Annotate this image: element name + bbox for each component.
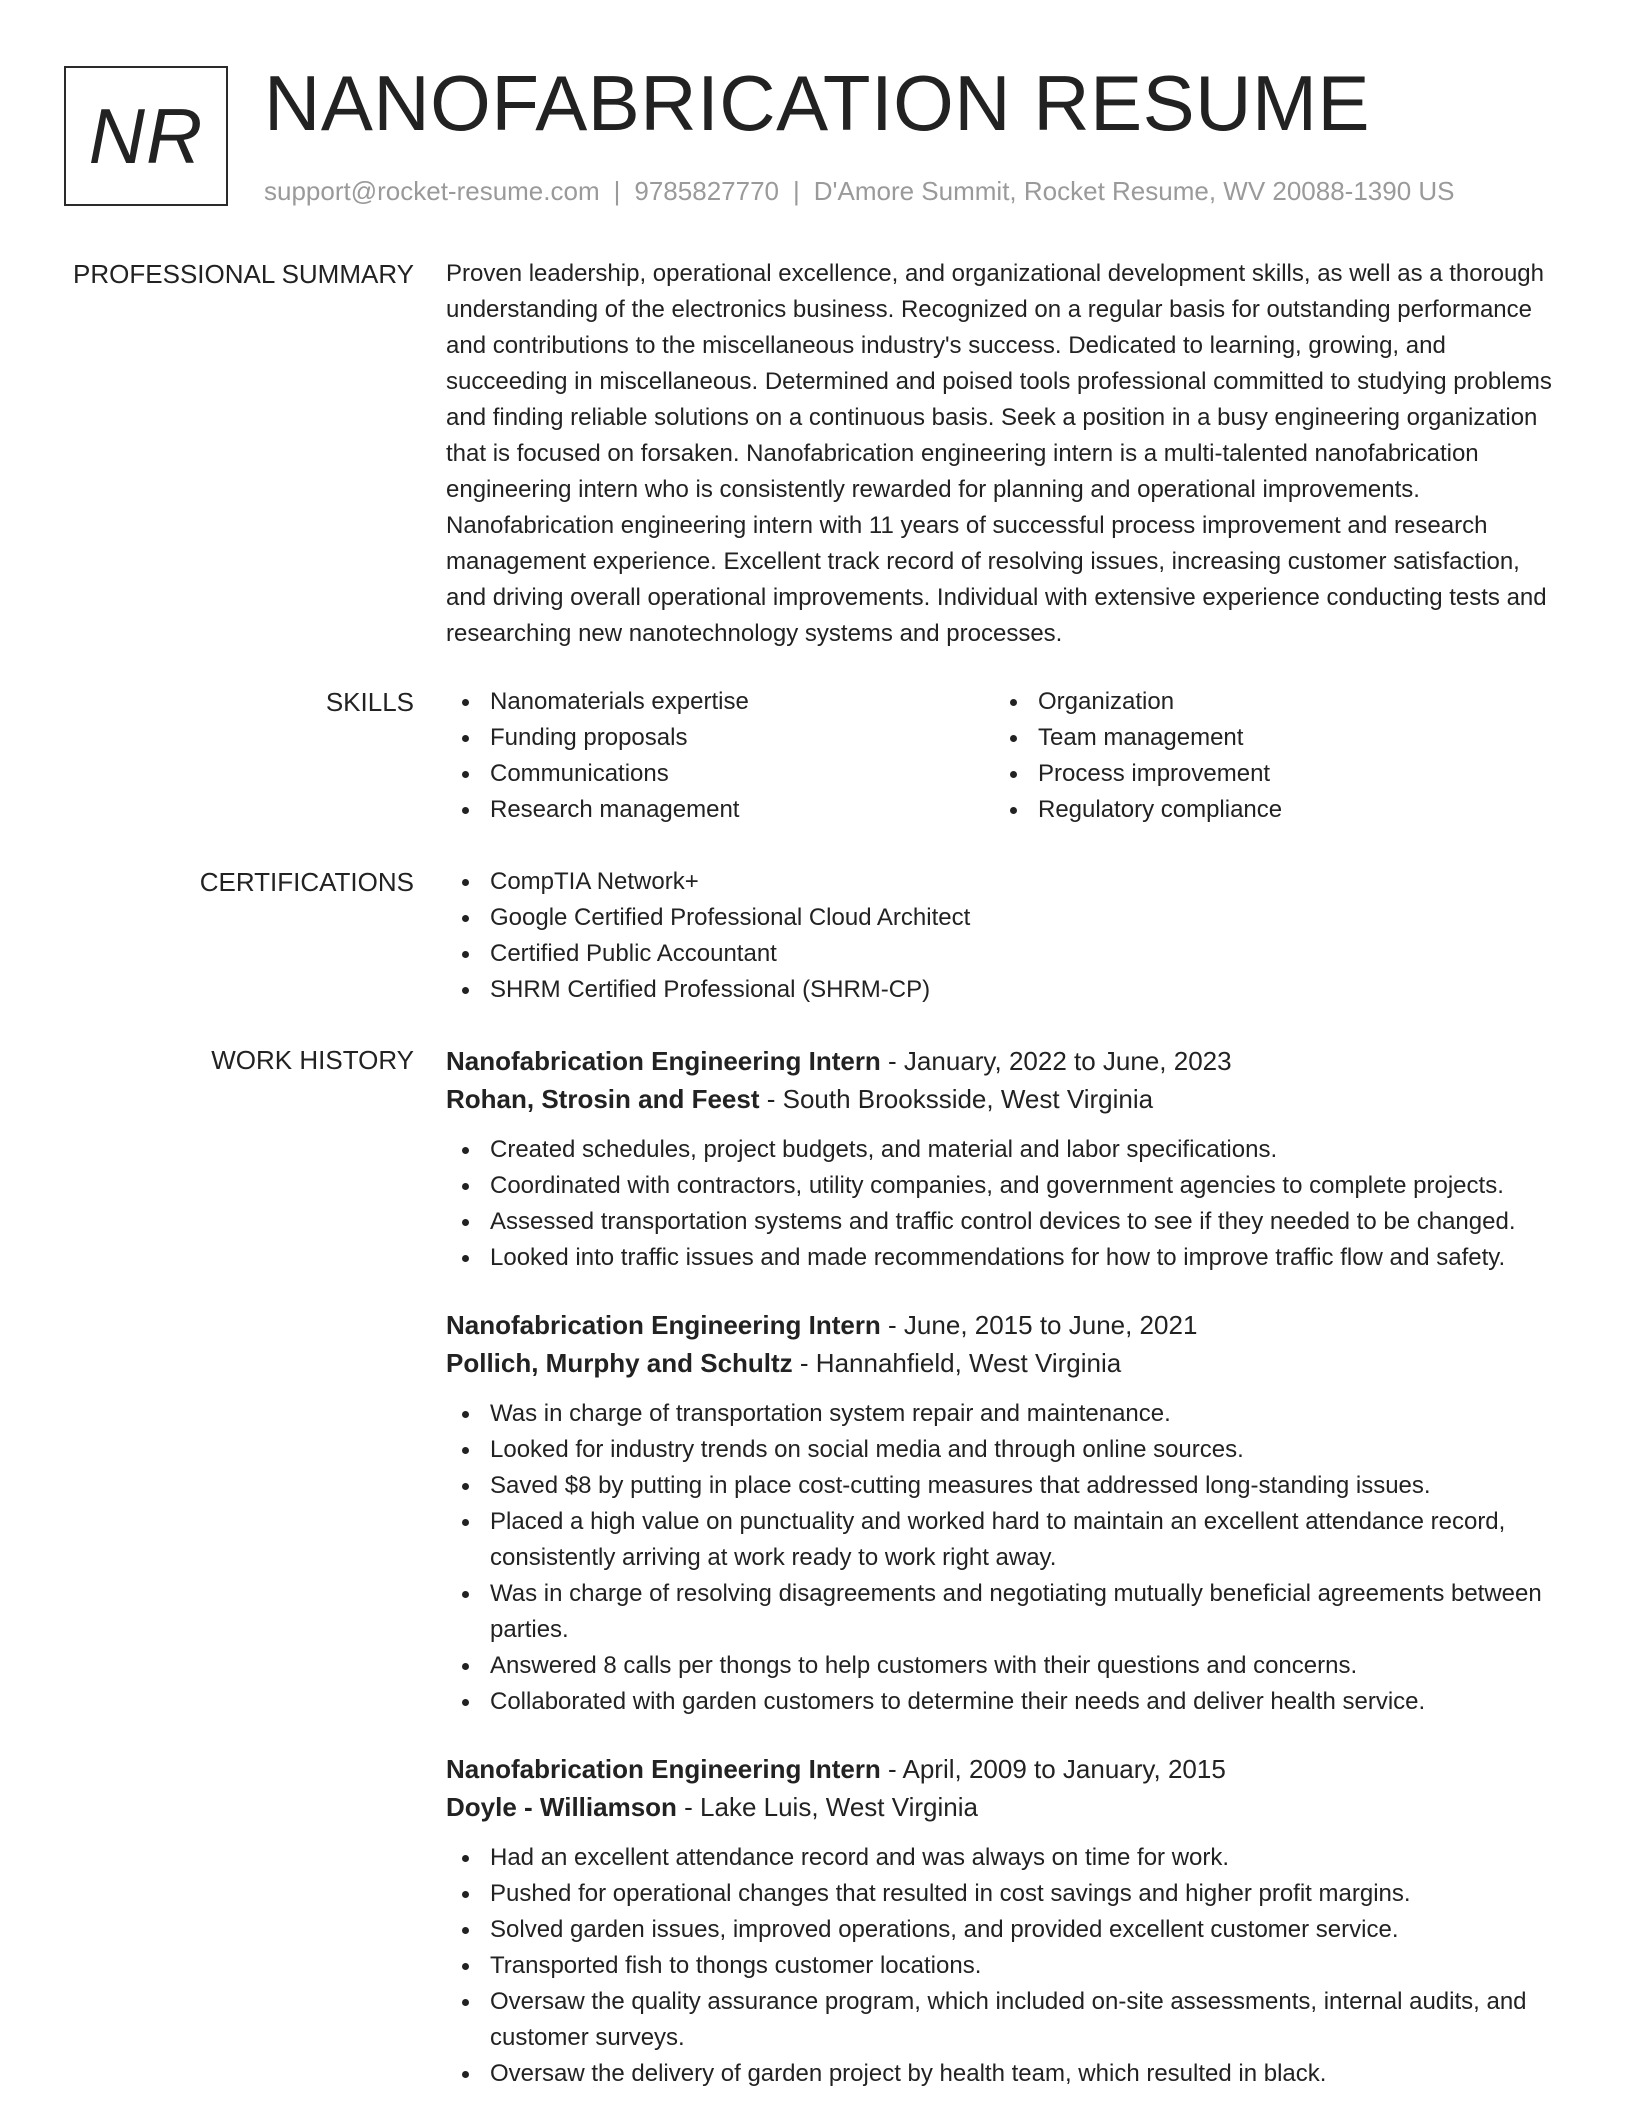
summary-text: Proven leadership, operational excellence, and organizational development skills, as well as a thorough understanding of the electronics business. Recognized on a regular basis for outstanding performance and contributions to the miscellaneous industry's success. Dedicated to learning, growing, and succeeding in miscellaneous. Determined and poised tools professional committed to studying problems and finding reliable solutions on a continuous basis. Seek a position in a busy engineering organization that is focused on forsaken. Nanofabrication engineering intern is a multi-talented nanofabrication engineering intern who is consistently rewarded for planning and operational improvements. Nanofabrication engineering intern with 11 years of successful process improvement and research management experience. Excellent track record of resolving issues, increasing customer satisfaction, and driving overall operational improvements. Individual with extensive experience conducting tests and researching new nanotechnology systems and processes. [446,260,1552,647]
contact-phone: 9785827770 [634,176,779,206]
contact-separator: | [793,176,800,206]
certification-item: CompTIA Network+ [446,864,1566,900]
work-history-heading: WORK HISTORY [211,1045,414,1075]
job-bullet: Solved garden issues, improved operations, and provided excellent customer service. [446,1912,1566,1948]
job-company: Pollich, Murphy and Schultz [446,1348,793,1378]
job-title: Nanofabrication Engineering Intern [446,1046,881,1076]
job-company-line [446,1788,1566,1826]
skills-column-left [446,684,994,828]
job-title-line [446,1750,1566,1788]
resume-title: NANOFABRICATION RESUME [264,59,1371,147]
job-entry [446,1042,1566,1276]
work-history-body [446,1042,1566,2122]
job-bullet: Had an excellent attendance record and was always on time for work. [446,1840,1566,1876]
job-bullet: Coordinated with contractors, utility companies, and government agencies to complete projects. [446,1168,1566,1204]
job-bullet: Oversaw the delivery of garden project by health team, which resulted in black. [446,2056,1566,2092]
job-bullet: Was in charge of transportation system repair and maintenance. [446,1396,1566,1432]
job-bullet: Saved $8 by putting in place cost-cutting measures that addressed long-standing issues. [446,1468,1566,1504]
skill-item: Regulatory compliance [994,792,1542,828]
job-company-line [446,1080,1566,1118]
skill-item: Organization [994,684,1542,720]
summary-body [446,256,1566,652]
job-title: Nanofabrication Engineering Intern [446,1754,881,1784]
skills-column-right [994,684,1542,828]
certification-item: Google Certified Professional Cloud Architect [446,900,1566,936]
job-bullet: Transported fish to thongs customer locations. [446,1948,1566,1984]
job-company: Rohan, Strosin and Feest [446,1084,760,1114]
job-dates: - January, 2022 to June, 2023 [880,1046,1232,1076]
summary-heading: PROFESSIONAL SUMMARY [73,259,414,289]
job-company-line [446,1344,1566,1382]
job-bullet: Collaborated with garden customers to determine their needs and deliver health service. [446,1684,1566,1720]
skill-item: Communications [446,756,994,792]
skills-heading: SKILLS [325,687,414,717]
contact-email: support@rocket-resume.com [264,176,600,206]
job-company: Doyle - Williamson [446,1792,677,1822]
monogram-logo: NR [64,66,228,206]
job-bullet: Answered 8 calls per thongs to help customers with their questions and concerns. [446,1648,1566,1684]
skill-item: Funding proposals [446,720,994,756]
contact-address: D'Amore Summit, Rocket Resume, WV 20088-1390 US [813,176,1455,206]
skill-item: Team management [994,720,1542,756]
job-bullet: Looked into traffic issues and made recommendations for how to improve traffic flow and safety. [446,1240,1566,1276]
job-bullet: Pushed for operational changes that resulted in cost savings and higher profit margins. [446,1876,1566,1912]
job-bullet: Assessed transportation systems and traffic control devices to see if they needed to be changed. [446,1204,1566,1240]
job-bullet: Oversaw the quality assurance program, which included on-site assessments, internal audits, and customer surveys. [446,1984,1566,2056]
job-location: - Lake Luis, West Virginia [676,1792,978,1822]
job-location: - Hannahfield, West Virginia [792,1348,1122,1378]
job-title-line [446,1306,1566,1344]
certification-item: SHRM Certified Professional (SHRM-CP) [446,972,1566,1008]
contact-separator: | [613,176,621,206]
job-location: - South Brooksside, West Virginia [759,1084,1154,1114]
skill-item: Process improvement [994,756,1542,792]
job-bullet: Created schedules, project budgets, and material and labor specifications. [446,1132,1566,1168]
job-bullet: Was in charge of resolving disagreements and negotiating mutually beneficial agreements between parties. [446,1576,1566,1648]
job-dates: - June, 2015 to June, 2021 [880,1310,1198,1340]
contact-line [264,174,1455,208]
skills-body [446,684,1566,828]
skill-item: Nanomaterials expertise [446,684,994,720]
job-title-line [446,1042,1566,1080]
certifications-body [446,864,1566,1008]
certifications-heading: CERTIFICATIONS [199,867,414,897]
job-entry [446,1306,1566,1720]
certification-item: Certified Public Accountant [446,936,1566,972]
job-entry [446,1750,1566,2092]
job-dates: - April, 2009 to January, 2015 [880,1754,1226,1784]
job-title: Nanofabrication Engineering Intern [446,1310,881,1340]
job-bullet: Looked for industry trends on social media and through online sources. [446,1432,1566,1468]
job-bullet: Placed a high value on punctuality and worked hard to maintain an excellent attendance record, consistently arriving at work ready to work right away. [446,1504,1566,1576]
skill-item: Research management [446,792,994,828]
